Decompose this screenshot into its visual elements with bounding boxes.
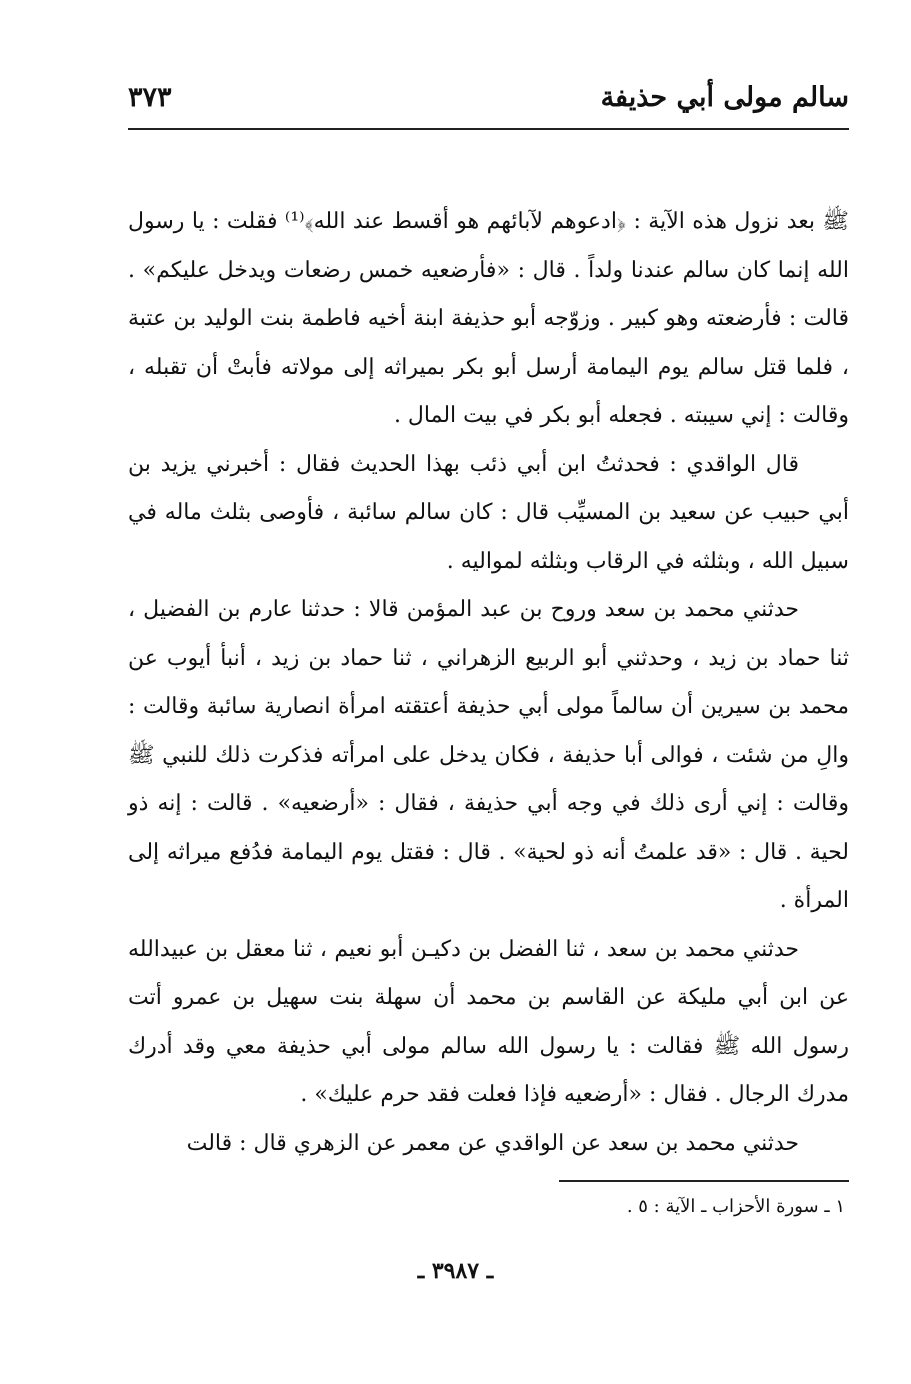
paragraph-2: قال الواقدي : فحدثتُ ابن أبي ذئب بهذا الحديث فقال : أخبرني يزيد بن أبي حبيب عن سعيد بن المسيِّب قال : كان سالم سائبة ، فأوصى بثلث ماله في سبيل الله ، وبثلثه في الرقاب وبثلثه لمواليه . [128, 451, 849, 574]
footnote-divider [559, 1180, 849, 1182]
sequence-page-number: ـ ٣٩٨٧ ـ [417, 1258, 494, 1284]
paragraph-4: حدثني محمد بن سعد ، ثنا الفضل بن دكيـن أبو نعيم ، ثنا معقل بن عبيدالله عن ابن أبي مليكة عن القاسم بن محمد أن سهلة بنت سهيل بن عمرو أتت رسول الله ﷺ فقالت : يا رسول الله سالم مولى أبي حذيفة معي وقد أدرك مدرك الرجال . فقال : «أرضعيه فإذا فعلت فقد حرم عليك» . [128, 936, 849, 1107]
paragraph-3: حدثني محمد بن سعد وروح بن عبد المؤمن قالا : حدثنا عارم بن الفضيل ، ثنا حماد بن زيد ، وحدثني أبو الربيع الزهراني ، ثنا حماد بن زيد ، أنبأ أيوب عن محمد بن سيرين أن سالماً مولى أبي حذيفة أعتقته امرأة انصارية سائبة وقالت : والِ من شئت ، فوالى أبا حذيفة ، فكان يدخل على امرأته فذكرت ذلك للنبي ﷺ وقالت : إني أرى ذلك في وجه أبي حذيفة ، فقال : «أرضعيه» . قالت : إنه ذو لحية . قال : «قد علمتُ أنه ذو لحية» . قال : فقتل يوم اليمامة فدُفع ميراثه إلى المرأة . [128, 597, 849, 913]
paragraph-1: ﷺ بعد نزول هذه الآية : ﴿ادعوهم لآبائهم هو أقسط عند الله﴾⁽¹⁾ فقلت : يا رسول الله إنما كان سالم عندنا ولداً . قال : «فأرضعيه خمس رضعات ويدخل عليكم» . قالت : فأرضعته وهو كبير . وزوّجه أبو حذيفة ابنة أخيه فاطمة بنت الوليد بن عتبة ، فلما قتل سالم يوم اليمامة أرسل أبو بكر بميراثه إلى مولاته فأبتْ أن تقبله ، وقالت : إني سيبته . فجعله أبو بكر في بيت المال . [128, 209, 849, 428]
chapter-title: سالم مولى أبي حذيفة [600, 82, 849, 113]
paragraph-5: حدثني محمد بن سعد عن الواقدي عن معمر عن الزهري قال : قالت [186, 1130, 799, 1156]
main-text [128, 198, 849, 1168]
page-number: ٣٧٣ [128, 82, 172, 113]
footnote: ١ ـ سورة الأحزاب ـ الآية : ٥ . [626, 1196, 845, 1217]
page-header [128, 78, 849, 130]
